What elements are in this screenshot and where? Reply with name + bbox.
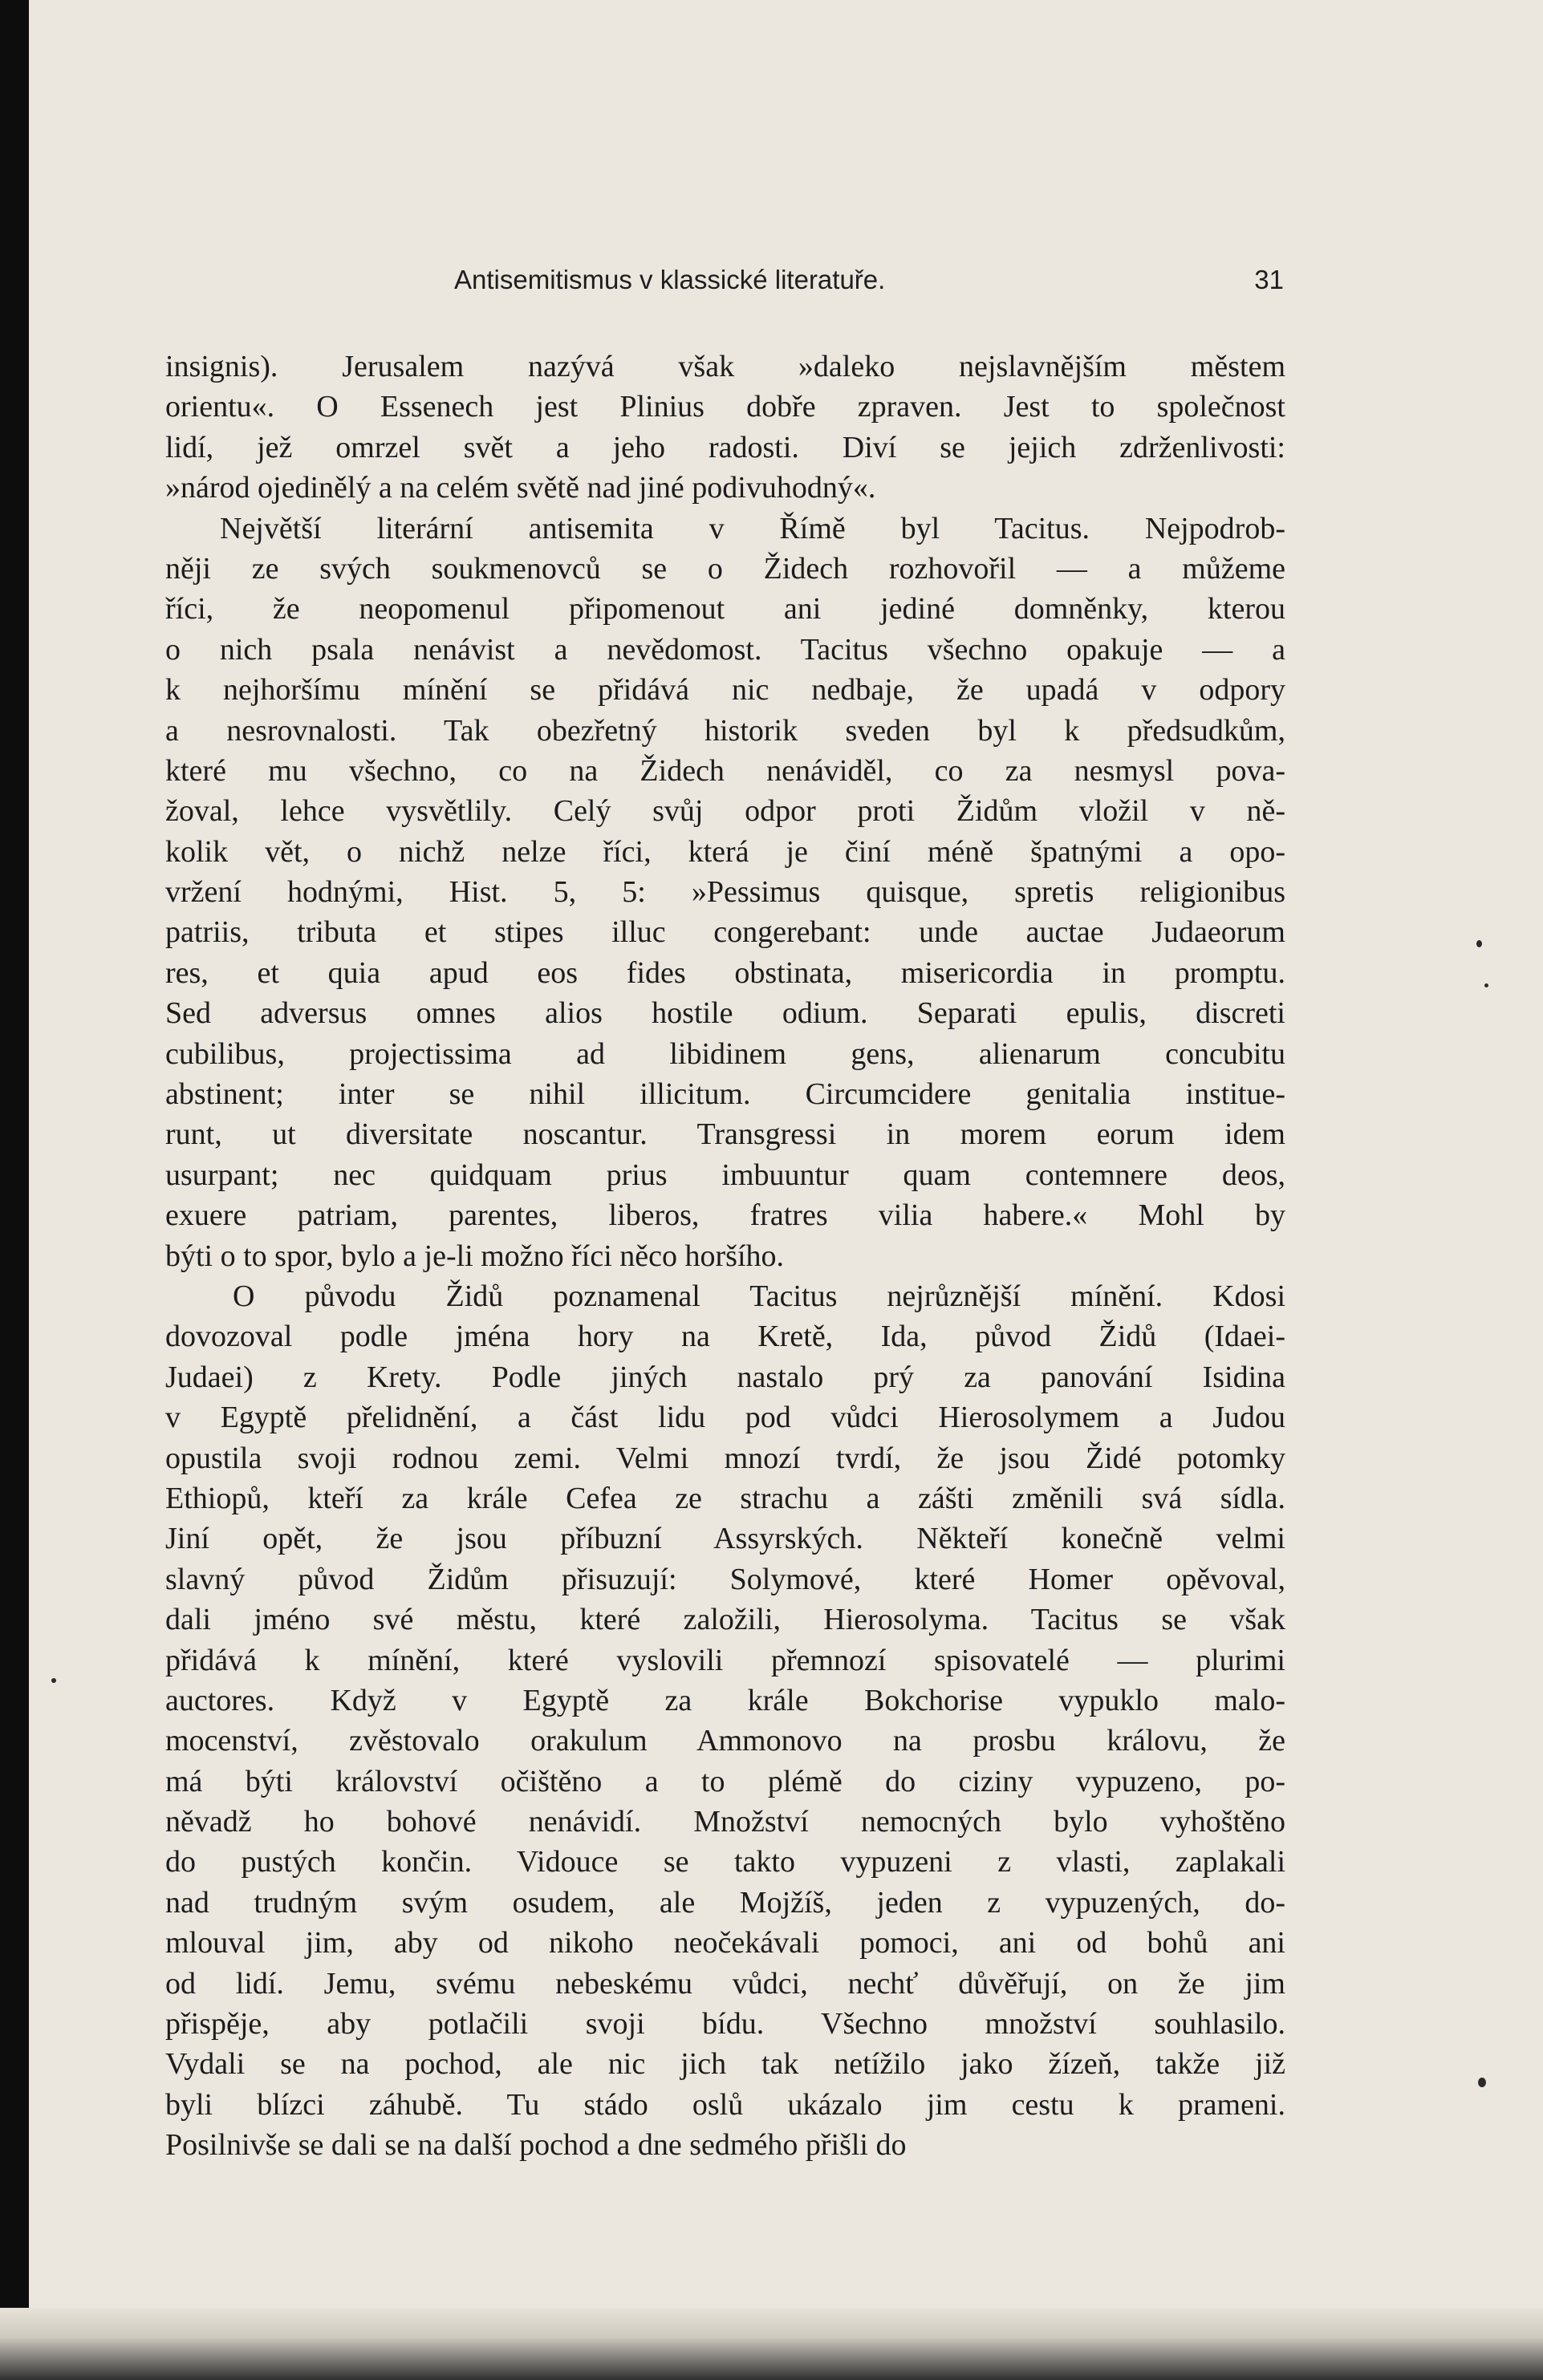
text-line: cubilibus, projectissima ad libidinem gens, alienarum concubitu <box>165 1036 1285 1071</box>
text-line: res, et quia apud eos fides obstinata, misericordia in promptu. <box>165 955 1285 990</box>
text-line: přispěje, aby potlačili svoji bídu. Všechno množství souhlasilo. <box>165 2007 1285 2041</box>
text-line: mocenství, zvěstovalo orakulum Ammonovo na prosbu královu, že <box>165 1724 1285 1758</box>
text-line: exuere patriam, parentes, liberos, fratres vilia habere.« Mohl by <box>165 1198 1285 1233</box>
text-line: býti o to spor, bylo a je-li možno říci něco horšího. <box>165 1239 785 1273</box>
text-line: přidává k mínění, které vyslovili přemnozí spisovatelé — plurimi <box>165 1643 1285 1677</box>
text-line: byli blízci záhubě. Tu stádo oslů ukázalo jim cestu k prameni. <box>165 2087 1285 2122</box>
text-line: má býti království očištěno a to plémě do ciziny vypuzeno, po- <box>165 1764 1285 1798</box>
running-title: Antisemitismus v klassické literatuře. <box>454 265 886 294</box>
text-line: vržení hodnými, Hist. 5, 5: »Pessimus quisque, spretis religionibus <box>165 875 1285 910</box>
scan-edge-left <box>0 0 29 2380</box>
text-line: Vydali se na pochod, ale nic jich tak netížilo jako žízeň, takže již <box>165 2047 1285 2082</box>
text-line: Sed adversus omnes alios hostile odium. Separati epulis, discreti <box>165 996 1285 1031</box>
text-line: říci, že neopomenul připomenout ani jediné domněnky, kterou <box>165 592 1285 626</box>
text-line: a nesrovnalosti. Tak obezřetný historik sveden byl k předsudkům, <box>165 713 1285 748</box>
page-header <box>454 265 1284 302</box>
text-line: slavný původ Židům přisuzují: Solymové, které Homer opěvoval, <box>165 1562 1285 1596</box>
text-line: orientu«. O Essenech jest Plinius dobře zpraven. Jest to společnost <box>165 390 1285 424</box>
text-line: Největší literární antisemita v Římě byl Tacitus. Nejpodrob- <box>220 511 1285 545</box>
text-line: Judaei) z Krety. Podle jiných nastalo prý za panování Isidina <box>165 1360 1285 1394</box>
text-line: O původu Židů poznamenal Tacitus nejrůznější mínění. Kdosi <box>233 1279 1285 1313</box>
text-line: runt, ut diversitate noscantur. Transgressi in morem eorum idem <box>165 1117 1285 1152</box>
text-line: »národ ojedinělý a na celém světě nad jiné podivuhodný«. <box>165 471 876 505</box>
text-line: patriis, tributa et stipes illuc congerebant: unde auctae Judaeorum <box>165 915 1285 950</box>
text-line: k nejhoršímu mínění se přidává nic nedbaje, že upadá v odpory <box>165 673 1285 708</box>
scan-speck <box>51 1678 56 1683</box>
text-line: něji ze svých soukmenovců se o Židech rozhovořil — a můžeme <box>165 551 1285 586</box>
scan-speck <box>1484 983 1488 987</box>
text-line: auctores. Když v Egyptě za krále Bokchorise vypuklo malo- <box>165 1683 1285 1717</box>
text-line: nad trudným svým osudem, ale Mojžíš, jeden z vypuzených, do- <box>165 1885 1285 1920</box>
text-line: dovozoval podle jména hory na Kretě, Ida, původ Židů (Idaei- <box>165 1320 1285 1354</box>
body-text <box>165 347 1285 2166</box>
page-number: 31 <box>1254 265 1284 294</box>
text-line: Jiní opět, že jsou příbuzní Assyrských. Někteří konečně velmi <box>165 1522 1285 1556</box>
text-line: něvadž ho bohové nenávidí. Množství nemocných bylo vyhoštěno <box>165 1805 1285 1839</box>
text-line: Posilnivše se dali se na další pochod a dne sedmého přišli do <box>165 2128 907 2163</box>
text-line: kolik vět, o nichž nelze říci, která je činí méně špatnými a opo- <box>165 834 1285 869</box>
text-line: insignis). Jerusalem nazývá však »daleko nejslavnějším městem <box>165 350 1285 383</box>
text-line: od lidí. Jemu, svému nebeskému vůdci, nechť důvěřují, on že jim <box>165 1966 1285 2001</box>
text-line: žoval, lehce vysvětlily. Celý svůj odpor proti Židům vložil v ně- <box>165 794 1285 829</box>
text-line: abstinent; inter se nihil illicitum. Circumcidere genitalia institue- <box>165 1077 1285 1112</box>
text-line: které mu všechno, co na Židech nenáviděl, co za nesmysl pova- <box>165 753 1285 788</box>
scan-speck <box>1476 940 1482 947</box>
scan-edge-bottom <box>0 2308 1543 2380</box>
text-line: v Egyptě přelidnění, a část lidu pod vůdci Hierosolymem a Judou <box>165 1401 1285 1435</box>
text-line: do pustých končin. Vidouce se takto vypuzeni z vlasti, zaplakali <box>165 1845 1285 1879</box>
text-line: mlouval jim, aby od nikoho neočekávali pomoci, ani od bohů ani <box>165 1926 1285 1960</box>
text-line: Ethiopů, kteří za krále Cefea ze strachu a zášti změnili svá sídla. <box>165 1481 1285 1515</box>
text-line: opustila svoji rodnou zemi. Velmi mnozí tvrdí, že jsou Židé potomky <box>165 1441 1285 1475</box>
text-line: dali jméno své městu, které založili, Hierosolyma. Tacitus se však <box>165 1603 1285 1637</box>
text-line: lidí, jež omrzel svět a jeho radosti. Diví se jejich zdrženlivosti: <box>165 430 1285 464</box>
text-line: usurpant; nec quidquam prius imbuuntur quam contemnere deos, <box>165 1158 1285 1192</box>
scan-speck <box>1478 2078 1486 2087</box>
text-line: o nich psala nenávist a nevědomost. Tacitus všechno opakuje — a <box>165 632 1285 667</box>
